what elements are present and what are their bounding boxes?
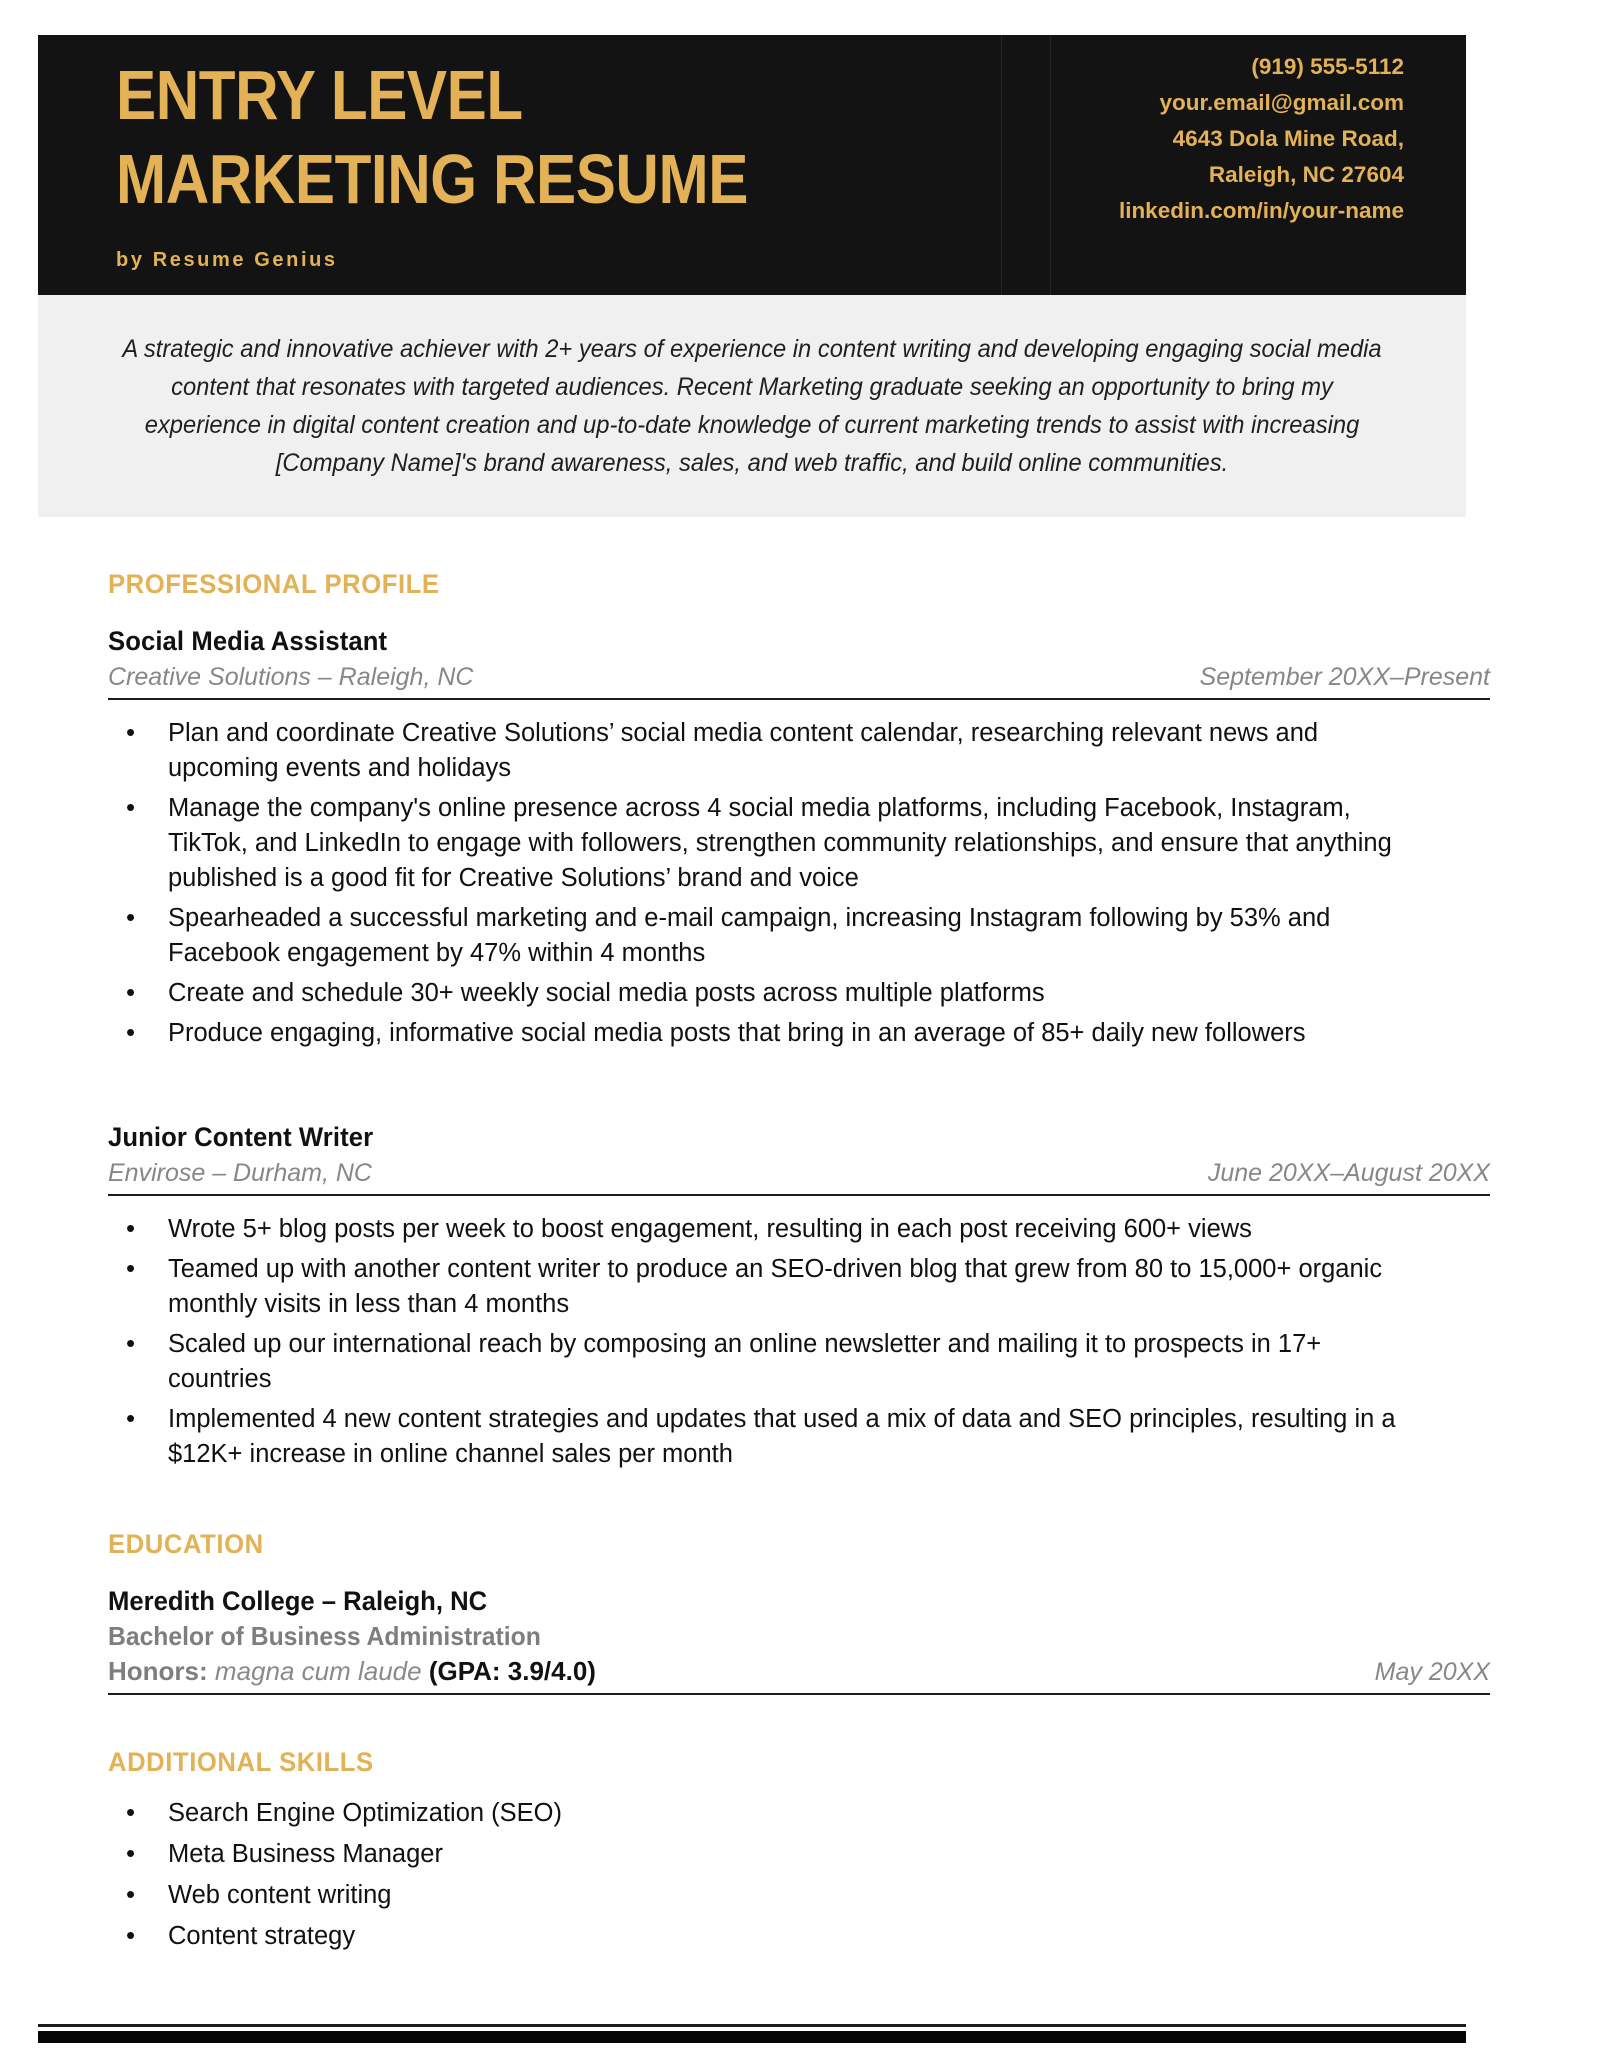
job-bullet [108,1402,1490,1472]
contact-phone[interactable]: (919) 555-5112 [1251,54,1404,79]
job-dates: June 20XX–August 20XX [1207,1159,1490,1187]
spacer [0,1477,1600,1529]
education-gpa: (GPA: 3.9/4.0) [428,1656,596,1686]
job-meta [108,663,1490,700]
resume-body [0,517,1600,1960]
section-heading-additional-skills: ADDITIONAL SKILLS [108,1747,374,1777]
spacer [0,1695,1600,1747]
job-bullet-text: • Scaled up our international reach by composing an online newsletter and mailing it to prospects in 17+ countries [168,1330,1322,1393]
job-bullet-list [108,716,1490,1051]
job-dates: September 20XX–Present [1199,663,1490,691]
footer-bar [38,2031,1466,2043]
header-divider [1002,35,1051,295]
spacer [108,1056,1490,1096]
contact-address-line-2: Raleigh, NC 27604 [1208,162,1404,187]
skill-item: • Search Engine Optimization (SEO) [108,1796,1490,1830]
job-bullet [108,1016,1490,1051]
job-bullet [108,791,1490,896]
summary-text: A strategic and innovative achiever with 2+ years of experience in content writing and developing engaging social media content that resonates with targeted audiences. Recent Marketing graduate seeking an opportunity to bring my experience in digital content creation and up-to-date knowledge of current marketing trends to assist with increasing [Company Name]'s brand awareness, sales, and web traffic, and build online communities. [122,335,1382,477]
job-bullet-text: • Manage the company's online presence across 4 social media platforms, including Facebook, Instagram, TikTok, and LinkedIn to engage with followers, strengthen community relationships, and ensure that anything published is a good fit for Creative Solutions’ brand and voice [168,794,1392,892]
job-company: Envirose – Durham, NC [108,1159,372,1187]
job-bullet-text: • Implemented 4 new content strategies and updates that used a mix of data and SEO principles, resulting in a $12K+ increase in online channel sales per month [168,1405,1396,1468]
education-school: Meredith College – Raleigh, NC [108,1586,488,1616]
job-bullet-text: • Produce engaging, informative social media posts that bring in an average of 85+ daily new followers [168,1019,1306,1047]
education-entry [108,1586,1490,1695]
education-honors-label: Honors: [108,1656,208,1686]
job-bullet-text: • Wrote 5+ blog posts per week to boost engagement, resulting in each post receiving 600+ views [168,1215,1252,1243]
contact-block [1051,35,1466,295]
skills-list [108,1796,1490,1953]
resume-title-line-2: MARKETING RESUME [116,140,748,218]
contact-email[interactable]: your.email@gmail.com [1159,90,1404,115]
job-bullet-text: • Teamed up with another content writer to produce an SEO-driven blog that grew from 80 to 15,000+ organic monthly visits in less than 4 months [168,1255,1383,1318]
resume-header [38,35,1466,295]
job-bullet [108,976,1490,1011]
resume-byline: by Resume Genius [116,249,338,271]
skill-item: • Content strategy [108,1919,1490,1953]
education-degree: Bachelor of Business Administration [108,1621,541,1651]
job-entry [108,1122,1490,1472]
education-honors-value: magna cum laude [214,1656,422,1686]
job-bullet [108,901,1490,971]
job-bullet-text: • Spearheaded a successful marketing and e-mail campaign, increasing Instagram following by 53% and Facebook engagement by 47% within 4 months [168,904,1331,967]
job-company: Creative Solutions – Raleigh, NC [108,663,474,691]
job-meta [108,1159,1490,1196]
job-bullet [108,1327,1490,1397]
contact-address-line-1: 4643 Dola Mine Road, [1172,126,1404,151]
job-bullet [108,716,1490,786]
section-heading-professional-profile: PROFESSIONAL PROFILE [108,569,440,599]
job-bullet [108,1212,1490,1247]
section-additional-skills [0,1747,1600,1953]
job-bullet-list [108,1212,1490,1472]
skill-item: • Web content writing [108,1878,1490,1912]
job-entry [108,626,1490,1051]
contact-linkedin[interactable]: linkedin.com/in/your-name [1118,198,1404,223]
resume-title-line-1: ENTRY LEVEL [116,56,523,134]
footer-rule [38,2024,1466,2027]
job-bullet-text: • Plan and coordinate Creative Solutions’ social media content calendar, researching relevant news and upcoming events and holidays [168,719,1319,782]
education-honors [108,1656,596,1687]
section-heading-education: EDUCATION [108,1529,264,1559]
education-meta [108,1656,1490,1695]
job-title: Junior Content Writer [108,1122,374,1152]
education-date: May 20XX [1374,1658,1490,1686]
section-education [0,1529,1600,1695]
job-bullet [108,1252,1490,1322]
skill-item: • Meta Business Manager [108,1837,1490,1871]
summary-band [38,295,1466,517]
job-title: Social Media Assistant [108,626,388,656]
header-title-block [38,35,1002,295]
section-professional-profile [0,569,1600,1472]
job-bullet-text: • Create and schedule 30+ weekly social media posts across multiple platforms [168,979,1045,1007]
spacer [0,517,1600,569]
